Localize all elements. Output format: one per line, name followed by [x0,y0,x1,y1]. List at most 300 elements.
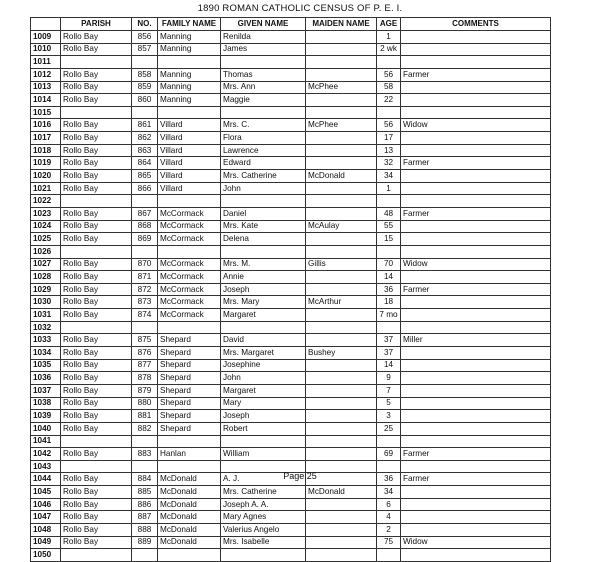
cell-age: 3 [377,410,401,423]
table-row [31,549,551,562]
cell-comments [401,144,551,157]
cell-age: 14 [377,359,401,372]
cell-age [377,321,401,334]
cell-comments [401,422,551,435]
cell-family-name: Villard [158,182,221,195]
cell-census-no: 873 [132,296,158,309]
table-row [31,397,551,410]
cell-age: 2 [377,523,401,536]
table-row [31,309,551,322]
cell-census-no: 863 [132,144,158,157]
cell-census-no [132,549,158,562]
cell-given-name: Daniel [221,207,306,220]
table-row [31,347,551,360]
cell-census-no: 877 [132,359,158,372]
cell-comments [401,347,551,360]
cell-maiden-name [306,31,377,44]
cell-parish: Rollo Bay [61,422,132,435]
cell-parish: Rollo Bay [61,359,132,372]
cell-comments [401,359,551,372]
cell-family-name: Shepard [158,334,221,347]
cell-comments: Farmer [401,283,551,296]
cell-family-name: Villard [158,157,221,170]
cell-age [377,56,401,69]
cell-age: 13 [377,144,401,157]
table-row [31,56,551,69]
cell-family-name: Shepard [158,347,221,360]
cell-row-number: 1023 [31,207,61,220]
cell-given-name: Delena [221,233,306,246]
cell-age: 56 [377,68,401,81]
cell-row-number: 1022 [31,195,61,208]
cell-comments [401,397,551,410]
cell-maiden-name [306,536,377,549]
cell-row-number: 1030 [31,296,61,309]
table-row [31,523,551,536]
cell-row-number: 1033 [31,334,61,347]
cell-row-number: 1042 [31,448,61,461]
cell-age: 34 [377,170,401,183]
cell-given-name [221,321,306,334]
cell-comments [401,372,551,385]
cell-row-number: 1043 [31,460,61,473]
cell-given-name: Mrs. Isabelle [221,536,306,549]
cell-census-no: 886 [132,498,158,511]
cell-comments: Farmer [401,448,551,461]
cell-comments [401,384,551,397]
cell-given-name: Margaret [221,309,306,322]
cell-comments [401,220,551,233]
cell-parish: Rollo Bay [61,68,132,81]
cell-comments: Widow [401,119,551,132]
cell-given-name: Mrs. Margaret [221,347,306,360]
table-row [31,182,551,195]
cell-age: 69 [377,448,401,461]
cell-parish: Rollo Bay [61,536,132,549]
cell-comments: Farmer [401,68,551,81]
cell-census-no: 861 [132,119,158,132]
cell-given-name: Thomas [221,68,306,81]
cell-maiden-name [306,511,377,524]
cell-given-name: David [221,334,306,347]
cell-age [377,195,401,208]
cell-given-name: Mary Agnes [221,511,306,524]
cell-age: 1 [377,31,401,44]
table-row [31,31,551,44]
cell-given-name [221,56,306,69]
cell-comments [401,498,551,511]
cell-census-no: 878 [132,372,158,385]
cell-row-number: 1017 [31,132,61,145]
cell-maiden-name [306,283,377,296]
table-row [31,207,551,220]
cell-comments: Widow [401,536,551,549]
cell-maiden-name [306,498,377,511]
cell-parish [61,195,132,208]
cell-family-name: Villard [158,132,221,145]
column-header-comments: COMMENTS [401,18,551,31]
table-row [31,144,551,157]
cell-age: 9 [377,372,401,385]
column-header-family-name: FAMILY NAME [158,18,221,31]
cell-census-no [132,56,158,69]
cell-parish: Rollo Bay [61,384,132,397]
cell-row-number: 1040 [31,422,61,435]
table-row [31,220,551,233]
cell-family-name: Manning [158,68,221,81]
table-row [31,43,551,56]
table-row [31,258,551,271]
cell-parish: Rollo Bay [61,220,132,233]
table-row [31,384,551,397]
cell-given-name: Maggie [221,94,306,107]
table-row [31,119,551,132]
cell-census-no: 871 [132,271,158,284]
cell-row-number: 1046 [31,498,61,511]
cell-census-no [132,321,158,334]
cell-parish: Rollo Bay [61,309,132,322]
cell-row-number: 1045 [31,486,61,499]
cell-parish: Rollo Bay [61,347,132,360]
cell-row-number: 1011 [31,56,61,69]
cell-comments [401,309,551,322]
cell-parish: Rollo Bay [61,283,132,296]
cell-parish [61,56,132,69]
cell-given-name: Annie [221,271,306,284]
cell-row-number: 1028 [31,271,61,284]
table-row [31,296,551,309]
cell-family-name: Villard [158,170,221,183]
cell-comments: Farmer [401,207,551,220]
cell-parish [61,321,132,334]
cell-age: 25 [377,422,401,435]
cell-census-no: 866 [132,182,158,195]
cell-maiden-name [306,245,377,258]
cell-family-name [158,56,221,69]
cell-comments [401,245,551,258]
cell-census-no: 884 [132,473,158,486]
cell-maiden-name: Gillis [306,258,377,271]
cell-census-no [132,245,158,258]
cell-row-number: 1047 [31,511,61,524]
cell-census-no: 887 [132,511,158,524]
cell-comments: Farmer [401,473,551,486]
table-row [31,157,551,170]
cell-maiden-name [306,132,377,145]
cell-maiden-name [306,334,377,347]
cell-comments [401,271,551,284]
cell-comments [401,81,551,94]
table-row [31,132,551,145]
cell-age: 37 [377,347,401,360]
cell-row-number: 1027 [31,258,61,271]
cell-comments [401,511,551,524]
cell-row-number: 1014 [31,94,61,107]
cell-given-name: William [221,448,306,461]
cell-maiden-name [306,207,377,220]
cell-family-name: Shepard [158,397,221,410]
cell-comments [401,233,551,246]
table-row [31,233,551,246]
cell-census-no: 879 [132,384,158,397]
cell-census-no: 869 [132,233,158,246]
table-row [31,170,551,183]
cell-age [377,435,401,448]
cell-row-number: 1024 [31,220,61,233]
cell-family-name [158,106,221,119]
cell-census-no: 856 [132,31,158,44]
table-row [31,435,551,448]
cell-given-name: John [221,182,306,195]
cell-census-no: 876 [132,347,158,360]
cell-age: 7 [377,384,401,397]
cell-family-name: Shepard [158,384,221,397]
cell-given-name: Mrs. Ann [221,81,306,94]
table-row [31,359,551,372]
cell-given-name: Mary [221,397,306,410]
cell-census-no: 881 [132,410,158,423]
cell-given-name: Flora [221,132,306,145]
cell-age: 1 [377,182,401,195]
cell-family-name: Villard [158,119,221,132]
cell-census-no [132,106,158,119]
cell-maiden-name: McDonald [306,170,377,183]
cell-comments [401,549,551,562]
table-row [31,536,551,549]
cell-census-no: 870 [132,258,158,271]
table-row [31,271,551,284]
cell-maiden-name [306,271,377,284]
column-header-given-name: GIVEN NAME [221,18,306,31]
census-table-body [31,31,551,562]
cell-given-name: Renilda [221,31,306,44]
column-header-maiden-name: MAIDEN NAME [306,18,377,31]
cell-maiden-name [306,106,377,119]
cell-family-name: McCormack [158,271,221,284]
cell-maiden-name [306,43,377,56]
cell-age: 34 [377,486,401,499]
cell-given-name [221,435,306,448]
cell-census-no: 867 [132,207,158,220]
cell-row-number: 1036 [31,372,61,385]
cell-census-no: 888 [132,523,158,536]
table-row [31,410,551,423]
cell-census-no: 874 [132,309,158,322]
cell-row-number: 1025 [31,233,61,246]
cell-comments [401,321,551,334]
cell-census-no: 872 [132,283,158,296]
cell-census-no [132,195,158,208]
cell-age: 32 [377,157,401,170]
cell-row-number: 1009 [31,31,61,44]
cell-maiden-name: McDonald [306,486,377,499]
cell-census-no: 858 [132,68,158,81]
cell-row-number: 1029 [31,283,61,296]
cell-family-name: Villard [158,144,221,157]
cell-age: 58 [377,81,401,94]
cell-given-name: Lawrence [221,144,306,157]
cell-census-no: 857 [132,43,158,56]
cell-census-no: 875 [132,334,158,347]
cell-maiden-name: Bushey [306,347,377,360]
cell-age: 15 [377,233,401,246]
cell-row-number: 1012 [31,68,61,81]
cell-given-name: A. J. [221,473,306,486]
cell-maiden-name [306,157,377,170]
cell-family-name: McDonald [158,511,221,524]
cell-family-name: Shepard [158,359,221,372]
cell-parish: Rollo Bay [61,523,132,536]
cell-parish [61,106,132,119]
cell-family-name: McCormack [158,207,221,220]
cell-parish: Rollo Bay [61,170,132,183]
cell-census-no: 865 [132,170,158,183]
cell-age: 5 [377,397,401,410]
cell-row-number: 1041 [31,435,61,448]
cell-comments [401,56,551,69]
cell-comments [401,523,551,536]
cell-family-name: McDonald [158,523,221,536]
cell-comments [401,410,551,423]
cell-census-no: 862 [132,132,158,145]
cell-parish: Rollo Bay [61,144,132,157]
table-header-row [31,18,551,31]
cell-parish: Rollo Bay [61,132,132,145]
cell-given-name: Mrs. Kate [221,220,306,233]
cell-given-name: Robert [221,422,306,435]
cell-age: 18 [377,296,401,309]
cell-comments [401,94,551,107]
cell-census-no: 889 [132,536,158,549]
cell-given-name: Mrs. Mary [221,296,306,309]
cell-given-name: Joseph A. A. [221,498,306,511]
cell-census-no: 882 [132,422,158,435]
cell-parish: Rollo Bay [61,410,132,423]
cell-age [377,549,401,562]
cell-row-number: 1035 [31,359,61,372]
cell-family-name: McCormack [158,233,221,246]
cell-row-number: 1034 [31,347,61,360]
cell-maiden-name: McAulay [306,220,377,233]
cell-maiden-name [306,372,377,385]
cell-family-name [158,245,221,258]
cell-comments [401,106,551,119]
cell-given-name: Mrs. M. [221,258,306,271]
cell-family-name [158,549,221,562]
cell-maiden-name [306,68,377,81]
cell-family-name: McDonald [158,536,221,549]
cell-family-name: Shepard [158,422,221,435]
cell-family-name [158,321,221,334]
cell-comments: Miller [401,334,551,347]
cell-comments [401,31,551,44]
cell-parish [61,245,132,258]
cell-comments: Farmer [401,157,551,170]
cell-row-number: 1016 [31,119,61,132]
column-header-age: AGE [377,18,401,31]
cell-maiden-name [306,56,377,69]
cell-maiden-name [306,422,377,435]
cell-row-number: 1021 [31,182,61,195]
cell-maiden-name [306,523,377,536]
cell-family-name: McCormack [158,283,221,296]
cell-given-name [221,245,306,258]
cell-maiden-name [306,448,377,461]
cell-family-name: Manning [158,81,221,94]
cell-family-name: McDonald [158,473,221,486]
cell-family-name: McCormack [158,258,221,271]
cell-age: 14 [377,271,401,284]
cell-maiden-name: McPhee [306,81,377,94]
cell-census-no: 859 [132,81,158,94]
cell-age: 36 [377,283,401,296]
cell-parish: Rollo Bay [61,486,132,499]
cell-parish: Rollo Bay [61,448,132,461]
cell-parish: Rollo Bay [61,271,132,284]
table-row [31,498,551,511]
cell-maiden-name [306,321,377,334]
cell-census-no [132,435,158,448]
cell-given-name: Edward [221,157,306,170]
cell-given-name: James [221,43,306,56]
cell-parish: Rollo Bay [61,119,132,132]
table-row [31,511,551,524]
cell-row-number: 1031 [31,309,61,322]
table-row [31,245,551,258]
cell-age: 4 [377,511,401,524]
cell-given-name: Joseph [221,410,306,423]
cell-row-number: 1015 [31,106,61,119]
cell-family-name: McCormack [158,309,221,322]
document-title: 1890 ROMAN CATHOLIC CENSUS OF P. E. I. [197,3,403,14]
column-header-parish: PARISH [61,18,132,31]
cell-family-name [158,435,221,448]
cell-census-no: 883 [132,448,158,461]
cell-parish [61,549,132,562]
cell-maiden-name [306,359,377,372]
cell-family-name: Hanlan [158,448,221,461]
cell-comments [401,435,551,448]
cell-row-number: 1010 [31,43,61,56]
cell-row-number: 1049 [31,536,61,549]
cell-parish [61,435,132,448]
cell-comments [401,296,551,309]
cell-row-number: 1019 [31,157,61,170]
cell-row-number: 1044 [31,473,61,486]
cell-given-name: Mrs. C. [221,119,306,132]
cell-family-name: McDonald [158,498,221,511]
cell-age: 55 [377,220,401,233]
cell-family-name: Manning [158,31,221,44]
cell-row-number: 1039 [31,410,61,423]
cell-given-name: Josephine [221,359,306,372]
cell-maiden-name [306,94,377,107]
cell-comments [401,182,551,195]
cell-comments [401,170,551,183]
cell-comments: Widow [401,258,551,271]
cell-maiden-name [306,195,377,208]
cell-row-number: 1037 [31,384,61,397]
cell-parish: Rollo Bay [61,372,132,385]
cell-parish: Rollo Bay [61,473,132,486]
cell-row-number: 1013 [31,81,61,94]
cell-age: 56 [377,119,401,132]
cell-maiden-name [306,182,377,195]
cell-row-number: 1018 [31,144,61,157]
cell-comments [401,43,551,56]
page-number: Page 25 [283,471,317,481]
cell-given-name: Joseph [221,283,306,296]
